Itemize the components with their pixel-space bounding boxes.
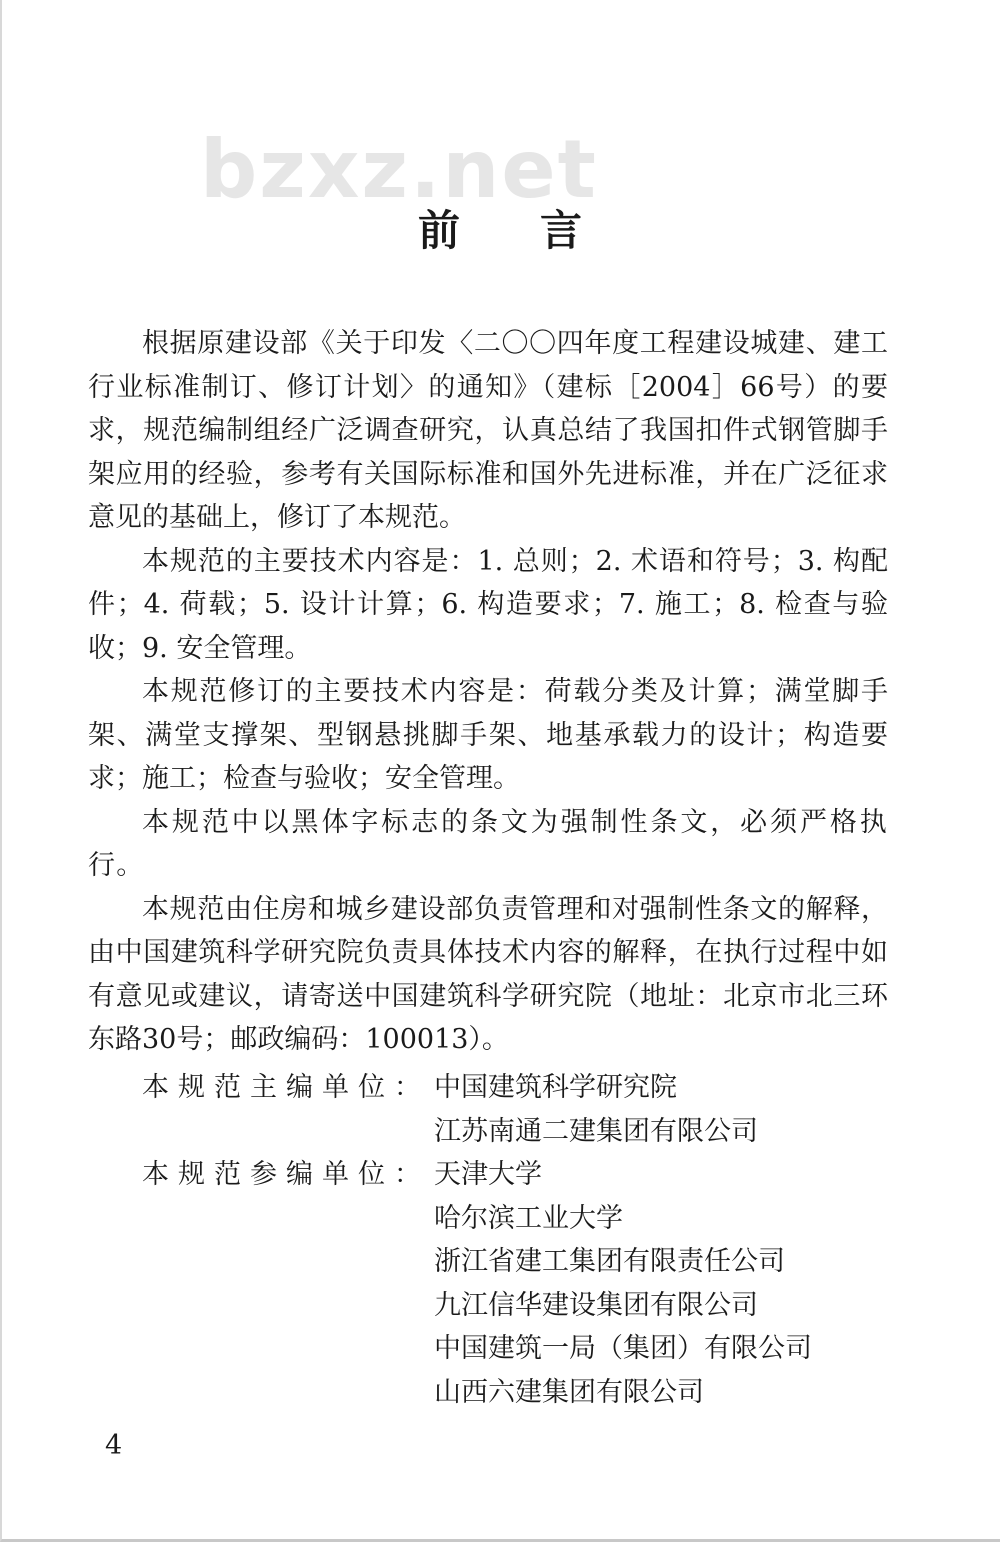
paragraph-revision-content: 本规范修订的主要技术内容是：荷载分类及计算；满堂脚手架、满堂支撑架、型钢悬挑脚手架、地基承载力的设计；构造要求；施工；检查与验收；安全管理。 xyxy=(88,676,888,794)
chief-units-list xyxy=(434,1066,758,1153)
unit-item: 山西六建集团有限公司 xyxy=(434,1376,704,1408)
unit-item: 中国建筑一局（集团）有限公司 xyxy=(434,1333,812,1364)
participating-units-list xyxy=(434,1153,812,1414)
page-title: 前言 xyxy=(417,206,662,255)
paragraph-management: 本规范由住房和城乡建设部负责管理和对强制性条文的解释，由中国建筑科学研究院负责具体技术内容的解释，在执行过程中如有意见或建议，请寄送中国建筑科学研究院（地址：北京市北三环东路30号；邮政编码：100013）。 xyxy=(88,893,888,1055)
unit-item: 九江信华建设集团有限公司 xyxy=(434,1289,758,1321)
chief-units-label: 本规范主编单位： xyxy=(142,1072,430,1103)
unit-item: 中国建筑科学研究院 xyxy=(434,1072,677,1103)
chief-editing-units xyxy=(142,1066,902,1153)
participating-editing-units xyxy=(142,1153,902,1414)
paragraph-background: 根据原建设部《关于印发〈二〇〇四年度工程建设城建、建工行业标准制订、修订计划〉的通知》（建标［2004］66号）的要求，规范编制组经广泛调查研究，认真总结了我国扣件式钢管脚手架应用的经验，参考有关国际标准和国外先进标准，并在广泛征求意见的基础上，修订了本规范。 xyxy=(88,328,888,533)
unit-item: 浙江省建工集团有限责任公司 xyxy=(434,1246,785,1277)
unit-item: 天津大学 xyxy=(434,1159,542,1190)
editing-units xyxy=(142,1066,902,1414)
page-number: 4 xyxy=(105,1430,123,1461)
paragraph-main-content: 本规范的主要技术内容是：1. 总则；2. 术语和符号；3. 构配件；4. 荷载；5. 设计计算；6. 构造要求；7. 施工；8. 检查与验收；9. 安全管理。 xyxy=(88,545,888,664)
participating-units-label: 本规范参编单位： xyxy=(142,1159,430,1190)
unit-item: 哈尔滨工业大学 xyxy=(434,1202,623,1234)
preface-body xyxy=(88,322,888,1062)
paragraph-mandatory-clauses: 本规范中以黑体字标志的条文为强制性条文，必须严格执行。 xyxy=(88,806,888,881)
unit-item: 江苏南通二建集团有限公司 xyxy=(434,1115,758,1147)
watermark: bzxz.net xyxy=(200,123,598,216)
